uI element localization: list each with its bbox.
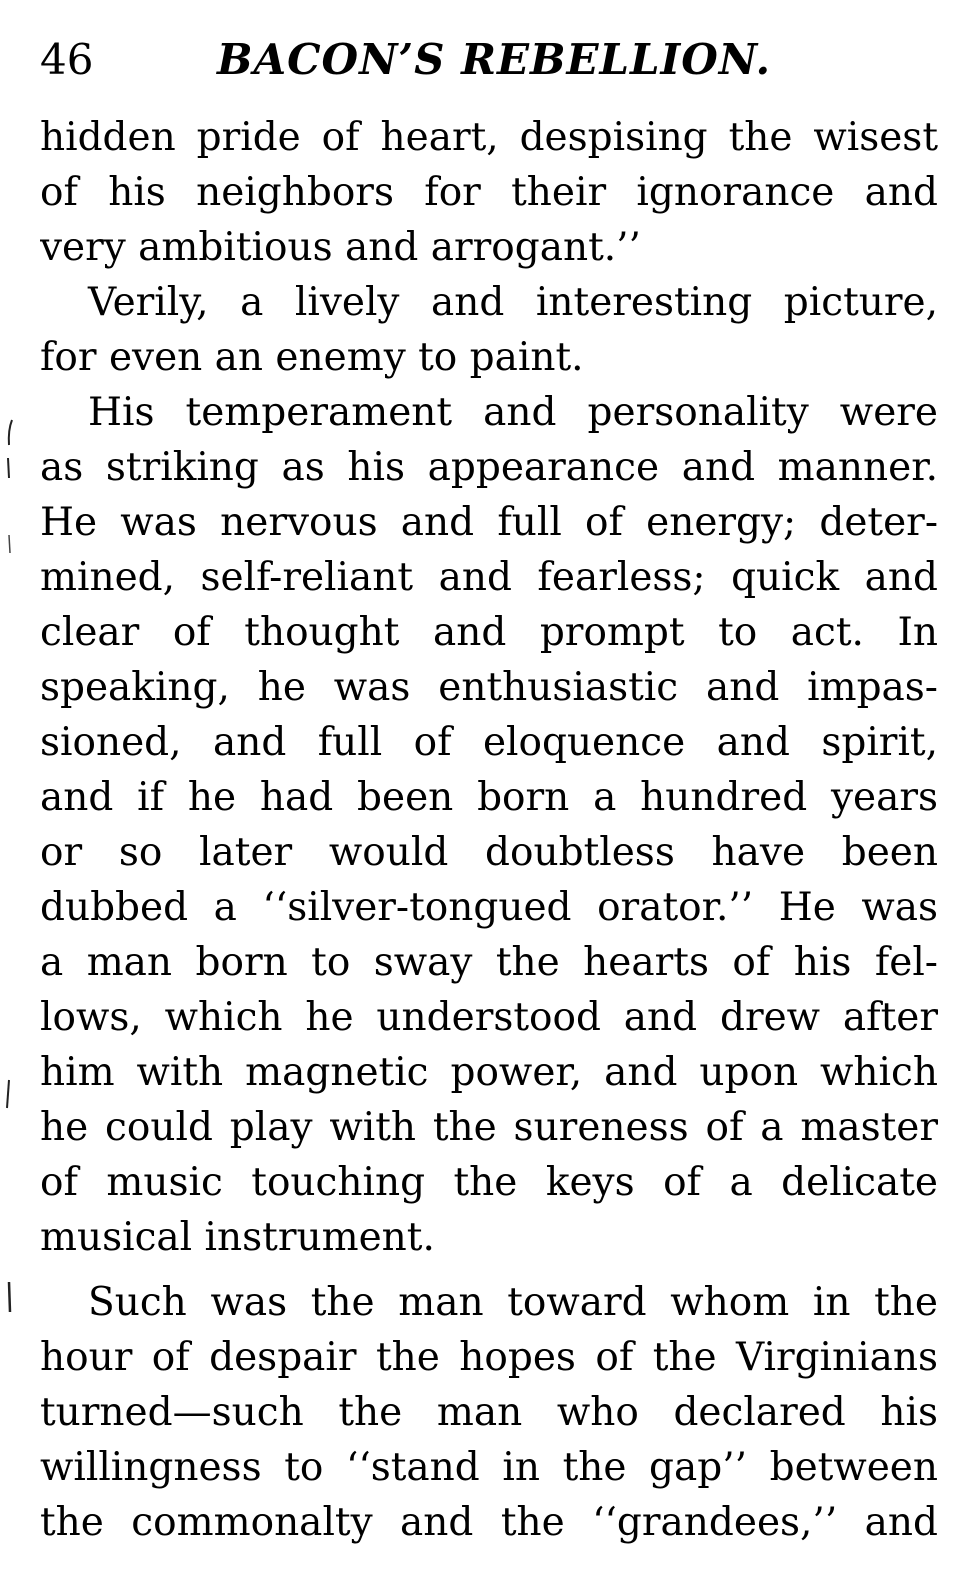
text-line: sioned, and full of eloquence and spirit, [40, 720, 938, 765]
text-line: Verily, a lively and interesting picture, [88, 280, 938, 325]
text-line: hour of despair the hopes of the Virginians [40, 1335, 938, 1380]
text-line: of music touching the keys of a delicate [40, 1160, 938, 1205]
text-line: lows, which he understood and drew after [40, 995, 938, 1040]
text-line: he could play with the sureness of a master [40, 1105, 938, 1150]
text-line: willingness to ‘‘stand in the gap’’ between [40, 1445, 938, 1490]
text-line: a man born to sway the hearts of his fel- [40, 940, 938, 985]
text-line: of his neighbors for their ignorance and [40, 170, 938, 215]
text-line: His temperament and personality were [88, 390, 938, 435]
text-line: or so later would doubtless have been [40, 830, 938, 875]
text-line: speaking, he was enthusiastic and impas- [40, 665, 938, 710]
page-header [40, 30, 940, 90]
text-line: hidden pride of heart, despising the wisest [40, 115, 938, 160]
text-line: very ambitious and arrogant.’’ [40, 225, 641, 270]
text-line: as striking as his appearance and manner. [40, 445, 938, 490]
text-line: Such was the man toward whom in the [88, 1280, 938, 1325]
paragraph-3 [40, 385, 938, 1265]
body-text [40, 110, 938, 1550]
paragraph-2 [40, 275, 938, 385]
text-line: dubbed a ‘‘silver-tongued orator.’’ He was [40, 885, 938, 930]
text-line: him with magnetic power, and upon which [40, 1050, 938, 1095]
paragraph-4 [40, 1275, 938, 1550]
pencil-margin-marks [0, 0, 20, 1572]
text-line: for even an enemy to paint. [40, 335, 584, 380]
text-line: and if he had been born a hundred years [40, 775, 938, 820]
paragraph-1 [40, 110, 938, 275]
text-line: mined, self-reliant and fearless; quick and [40, 555, 938, 600]
text-line: clear of thought and prompt to act. In [40, 610, 938, 655]
paragraph-gap [40, 1265, 938, 1275]
text-line: musical instrument. [40, 1215, 435, 1260]
text-line: the commonalty and the ‘‘grandees,’’ and [40, 1500, 938, 1545]
text-line: He was nervous and full of energy; deter- [40, 500, 938, 545]
page-number: 46 [40, 35, 94, 84]
running-title: BACON’S REBELLION. [217, 35, 772, 84]
text-line: turned—such the man who declared his [40, 1390, 938, 1435]
